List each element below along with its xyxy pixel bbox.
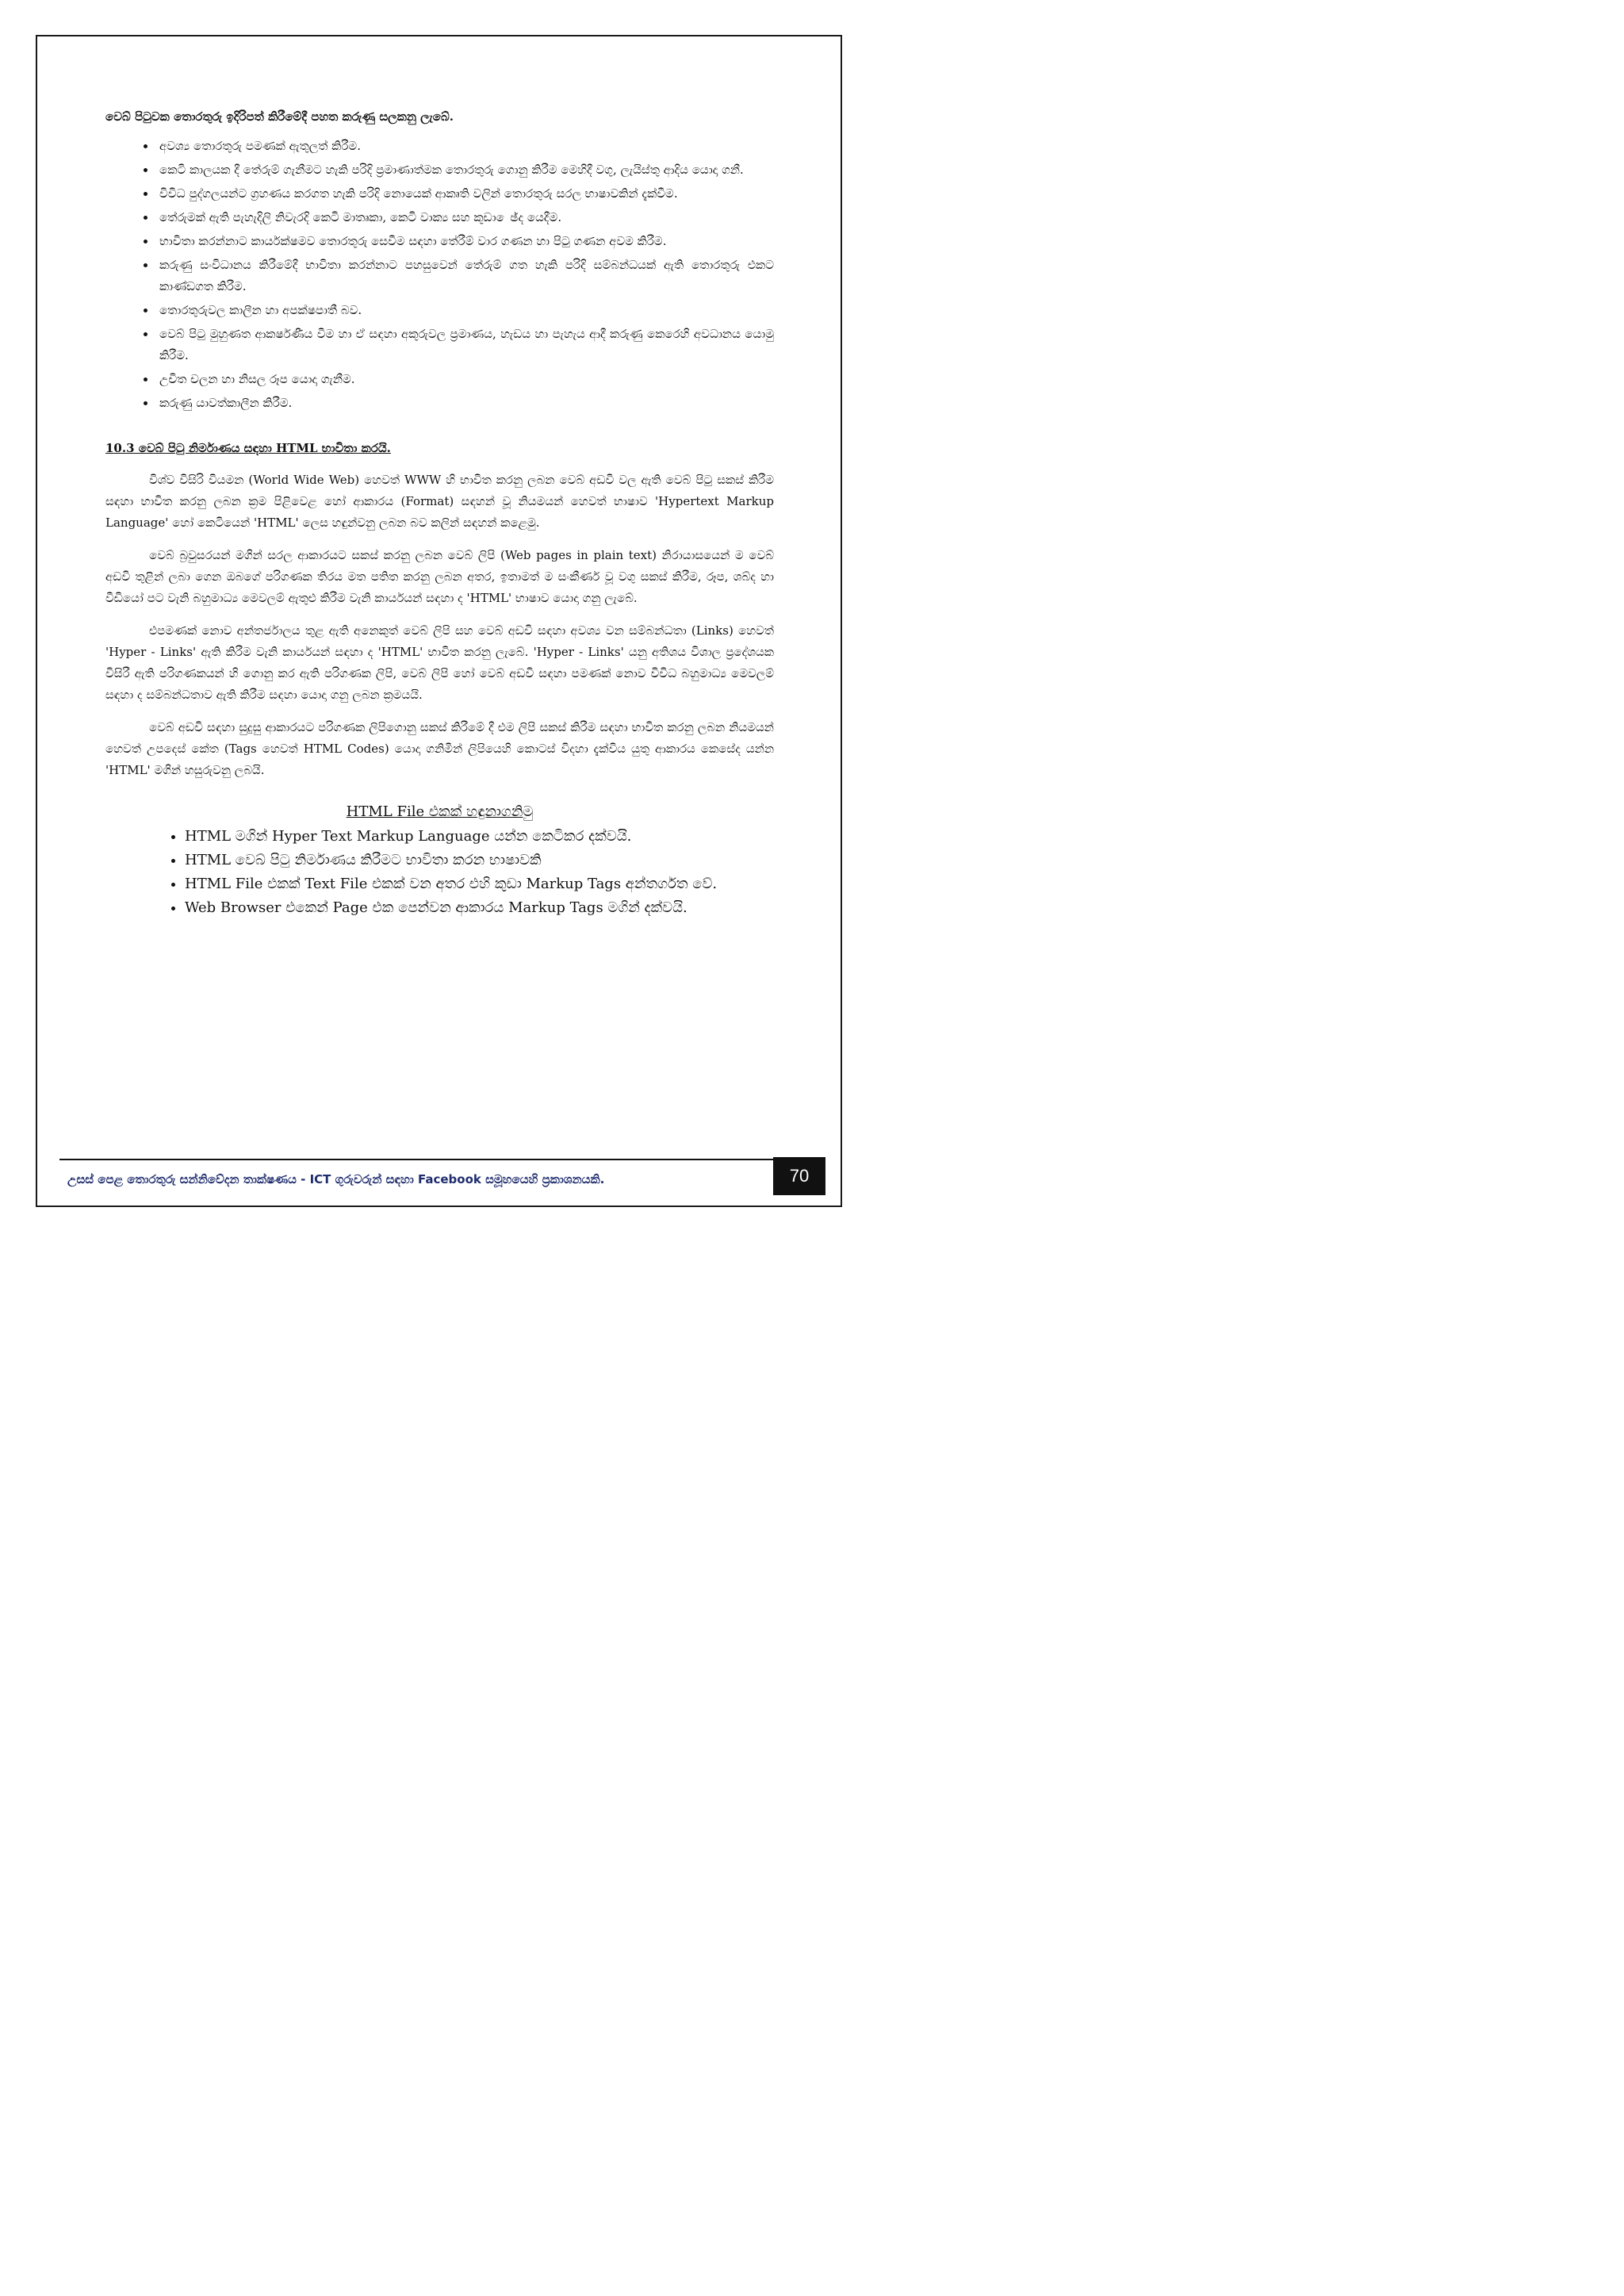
guidelines-list — [105, 136, 774, 414]
list-item: • විවිධ පුද්ගලයන්ට ග්‍රහණය කරගත හැකි පරිදි නොයෙක් ආකෘති වලින් තොරතුරු සරල භාෂාවකින් දැක්වීම. — [156, 183, 774, 205]
list-item: • කරුණු සංවිධානය කිරීමේදී භාවිතා කරන්නාට පහසුවෙන් තේරුම් ගත හැකි පරිදි සම්බන්ධයක් ඇති තොරතුරු එකට කාණ්ඩගත කිරීම. — [156, 255, 774, 297]
paragraph: වෙබ් අඩවි සඳහා සුදුසු ආකාරයට පරිගණක ලිපිගොනු සකස් කිරීමේ දී එම ලිපි සකස් කිරීම සඳහා භාවිත කරනු ලබන නියමයන් හෙවත් උපදෙස් කේත (Tags හෙවත් HTML Codes) යොදා ගනිමින් ලිපියෙහි කොටස් විදහා දැක්විය යුතු ආකාරය කෙසේද යන්න 'HTML' මගින් හසුරුවනු ලබයි. — [105, 720, 774, 777]
page-content — [105, 109, 774, 920]
list-item: • උචිත චලන හා නිසල රූප යොදා ගැනීම. — [156, 369, 774, 390]
footer-divider — [59, 1159, 789, 1160]
section-title: 10.3 වෙබ් පිටු නිර්මාණය සඳහා HTML භාවිතා කරයි. — [105, 441, 391, 455]
list-item: • HTML File එකක් Text File එකක් වන අතර එහි කුඩා Markup Tags අන්තර්ගත වේ. — [185, 872, 774, 896]
list-item: • කෙටි කාලයක දී තේරුම් ගැනීමට හැකි පරිදි ප්‍රමාණාත්මක තොරතුරු ගොනු කිරීම මෙහිදී වගු, ලැයිස්තු ආදිය යොදා ගනී. — [156, 159, 774, 181]
list-item: • තේරුමක් ඇති පැහැදිලි නිවැරදි කෙටි මාතෘකා, කෙටි වාක්‍ය සහ කුඩා ෙඡ්ද යෙදීම. — [156, 207, 774, 228]
html-facts-list — [105, 825, 774, 920]
list-item: • තොරතුරුවල කාලීන හා අපක්ෂපාතී බව. — [156, 300, 774, 321]
paragraph: වෙබ් බ්‍රවුසරයන් මගින් සරල ආකාරයට සකස් කරනු ලබන වෙබ් ලිපි (Web pages in plain text) නිරායාසයෙන් ම වෙබ් අඩවි තුළින් ලබා ගෙන ඔබගේ පරිගණක තිරය මත පතිත කරනු ලබන අතර, ඉතාමත් ම සංකීර්ණ වූ වගු සකස් කිරීම, රූප, ශබ්ද හා වීඩියෝ පට වැනි බහුමාධ්‍ය මෙවලම් ඇතුළු කිරීම වැනි කාර්යයන් සඳහා ද 'HTML' භාෂාව යොදා ගනු ලැබේ. — [105, 548, 774, 605]
list-item: • HTML මගින් Hyper Text Markup Language යන්න කෙටිකර දක්වයි. — [185, 825, 774, 849]
subheading: HTML File එකක් හඳුනාගනිමු — [346, 803, 534, 820]
list-item: • කරුණු යාවත්කාලීන කිරීම. — [156, 393, 774, 414]
footer-text: උසස් පෙළ තොරතුරු සන්නිවේදන තාක්ෂණය - ICT ගුරුවරුන් සඳහා Facebook සමූහයෙහි ප්‍රකාශනයකි. — [67, 1172, 605, 1186]
list-item: • වෙබ් පිටු මුහුණත ආකර්ෂණීය වීම හා ඒ සඳහා අකුරුවල ප්‍රමාණය, හැඩය හා පැහැය ආදී කරුණු කෙරෙහි අවධානය යොමු කිරීම. — [156, 324, 774, 366]
list-item: • Web Browser එකෙන් Page එක පෙන්වන ආකාරය Markup Tags මගින් දක්වයි. — [185, 896, 774, 920]
paragraph: එපමණක් නොව අන්තර්ජාලය තුළ ඇති අනෙකුත් වෙබ් ලිපි සහ වෙබ් අඩවි සඳහා අවශ්‍ය වන සම්බන්ධතා (Links) හෙවත් 'Hyper - Links' ඇති කිරීම වැනි කාර්යයන් සඳහා ද 'HTML' භාවිත කරනු ලැබේ. 'Hyper - Links' යනු අතිශය විශාල ප්‍රදේශයක විසිරී ඇති පරිගණකයන් හි ගොනු කර ඇති පරිගණක ලිපි, වෙබ් ලිපි හෝ වෙබ් අඩවි සඳහා පමණක් නොව විවිධ බහුමාධ්‍ය මෙවලම් සඳහා ද සම්බන්ධතාව ඇති කිරීම සඳහා යොදා ගනු ලබන ක්‍රමයයි. — [105, 623, 774, 702]
paragraph: විශ්ව විසිරි වියමන (World Wide Web) හෙවත් WWW හි භාවිත කරනු ලබන වෙබ් අඩවි වල ඇති වෙබ් පිටු සකස් කිරීම සඳහා භාවිත කරනු ලබන ක්‍රම පිළිවෙළ හෝ ආකාරය (Format) සඳහන් වූ නියමයන් හෙවත් භාෂාව 'Hypertext Markup Language' හෝ කෙටියෙන් 'HTML' ලෙස හඳුන්වනු ලබන බව කලින් සඳහන් කළෙමු. — [105, 473, 774, 530]
list-item: • භාවිතා කරන්නාට කාර්යක්ෂමව තොරතුරු සෙවීම සඳහා තේරීම් වාර ගණන හා පිටු ගණන අවම කිරීම. — [156, 231, 774, 252]
page-number: 70 — [773, 1157, 825, 1195]
list-item: • HTML වෙබ් පිටු නිර්මාණය කිරීමට භාවිතා කරන භාෂාවකි — [185, 849, 774, 872]
section-heading: වෙබ් පිටුවක තොරතුරු ඉදිරිපත් කිරීමේදී පහත කරුණු සලකනු ලැබේ. — [105, 109, 454, 124]
list-item: • අවශ්‍ය තොරතුරු පමණක් ඇතුලත් කිරීම. — [156, 136, 774, 157]
